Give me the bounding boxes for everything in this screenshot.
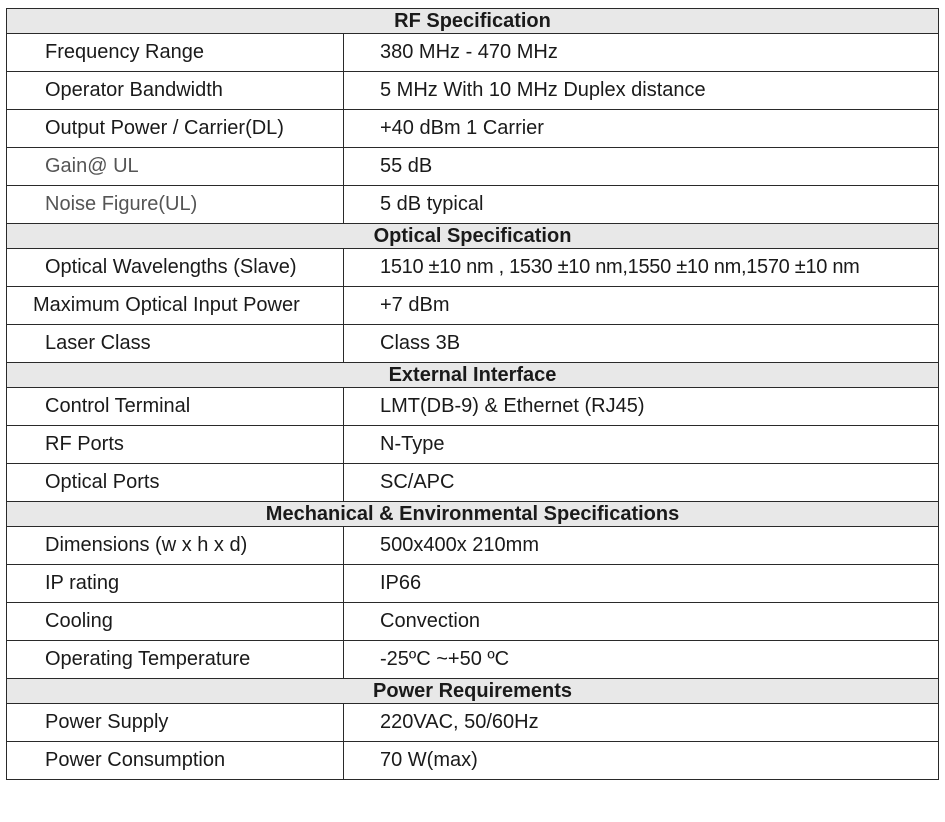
section-title: External Interface	[7, 363, 939, 388]
param-value: 1510 ±10 nm , 1530 ±10 nm,1550 ±10 nm,1570 ±10 nm	[344, 249, 939, 287]
param-label: Noise Figure(UL)	[7, 186, 344, 224]
table-row	[7, 186, 939, 224]
param-value: SC/APC	[344, 464, 939, 502]
param-value: 70 W(max)	[344, 742, 939, 780]
table-row	[7, 565, 939, 603]
table-row	[7, 641, 939, 679]
table-row	[7, 34, 939, 72]
param-value: +40 dBm 1 Carrier	[344, 110, 939, 148]
section-title: Optical Specification	[7, 224, 939, 249]
table-row	[7, 249, 939, 287]
section-header-external	[7, 363, 939, 388]
table-row	[7, 388, 939, 426]
param-label: Output Power / Carrier(DL)	[7, 110, 344, 148]
param-label: Operator Bandwidth	[7, 72, 344, 110]
param-label: Optical Wavelengths (Slave)	[7, 249, 344, 287]
param-value: Convection	[344, 603, 939, 641]
param-label: Laser Class	[7, 325, 344, 363]
param-label: Frequency Range	[7, 34, 344, 72]
param-label: Maximum Optical Input Power	[7, 287, 344, 325]
table-row	[7, 287, 939, 325]
param-label: Cooling	[7, 603, 344, 641]
param-label: RF Ports	[7, 426, 344, 464]
param-value: N-Type	[344, 426, 939, 464]
param-value: 500x400x 210mm	[344, 527, 939, 565]
param-label: Optical Ports	[7, 464, 344, 502]
param-label: Power Supply	[7, 704, 344, 742]
section-header-optical	[7, 224, 939, 249]
section-title: Mechanical & Environmental Specifications	[7, 502, 939, 527]
param-value: 55 dB	[344, 148, 939, 186]
table-row	[7, 426, 939, 464]
section-header-rf	[7, 9, 939, 34]
param-label: IP rating	[7, 565, 344, 603]
section-header-power	[7, 679, 939, 704]
table-row	[7, 464, 939, 502]
param-value: 5 MHz With 10 MHz Duplex distance	[344, 72, 939, 110]
param-value: -25ºC ~+50 ºC	[344, 641, 939, 679]
param-label: Operating Temperature	[7, 641, 344, 679]
param-value: IP66	[344, 565, 939, 603]
param-label: Control Terminal	[7, 388, 344, 426]
param-value: LMT(DB-9) & Ethernet (RJ45)	[344, 388, 939, 426]
param-value: Class 3B	[344, 325, 939, 363]
table-row	[7, 704, 939, 742]
param-label: Power Consumption	[7, 742, 344, 780]
param-value: +7 dBm	[344, 287, 939, 325]
table-row	[7, 325, 939, 363]
table-row	[7, 110, 939, 148]
param-value: 5 dB typical	[344, 186, 939, 224]
section-title: RF Specification	[7, 9, 939, 34]
param-value: 380 MHz - 470 MHz	[344, 34, 939, 72]
section-title: Power Requirements	[7, 679, 939, 704]
table-row	[7, 527, 939, 565]
param-label: Dimensions (w x h x d)	[7, 527, 344, 565]
param-value: 220VAC, 50/60Hz	[344, 704, 939, 742]
table-row	[7, 72, 939, 110]
section-header-mechanical	[7, 502, 939, 527]
table-row	[7, 742, 939, 780]
table-row	[7, 603, 939, 641]
table-row	[7, 148, 939, 186]
param-label: Gain@ UL	[7, 148, 344, 186]
spec-table	[6, 8, 939, 780]
